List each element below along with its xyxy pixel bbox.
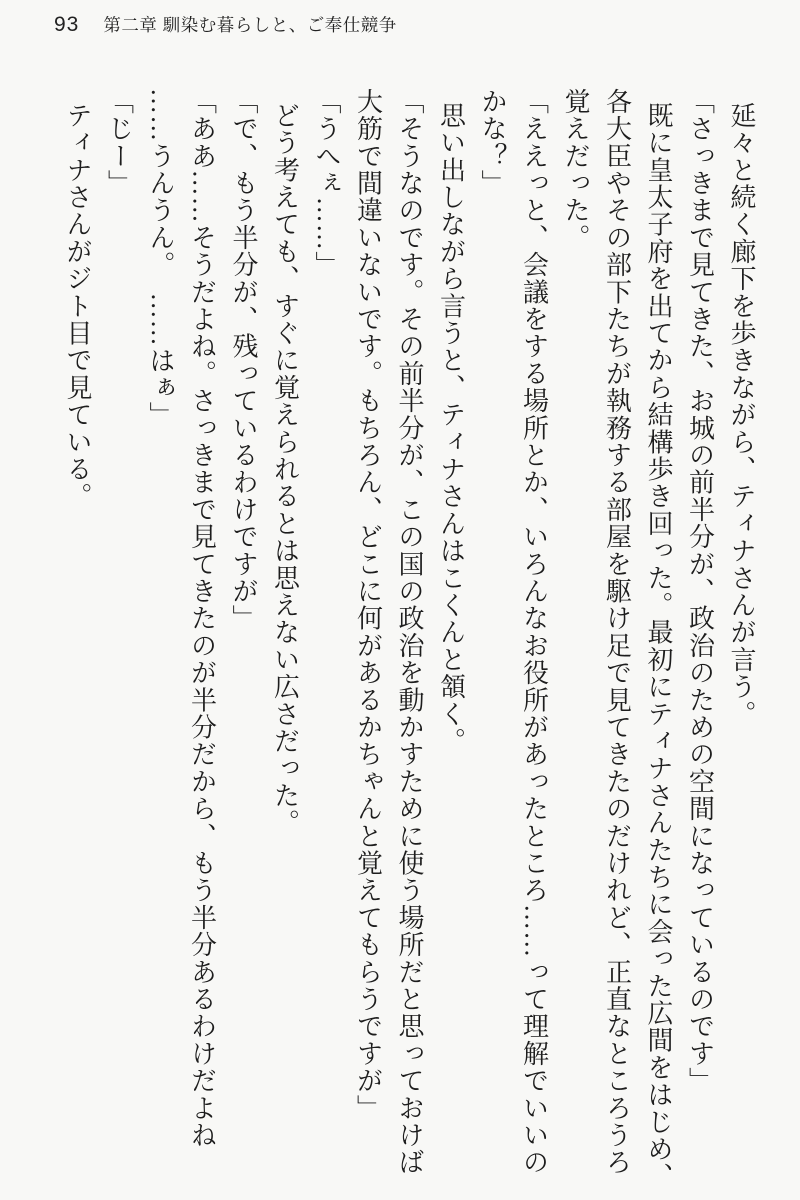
text-line: 「うへぇ……」 bbox=[312, 88, 341, 279]
text-line: 延々と続く廊下を歩きながら、ティナさんが言う。 bbox=[727, 102, 756, 728]
text-line: 「ああ……そうだよね。さっきまで見てきたのが半分だから、もう半分あるわけだよね bbox=[187, 88, 217, 1149]
chapter-title: 第二章 馴染む暮らしと、ご奉仕競争 bbox=[103, 15, 397, 35]
text-line: かな？」 bbox=[478, 88, 507, 197]
text-line: 「さっきまで見てきた、お城の前半分が、政治のための空間になっているのです」 bbox=[685, 88, 715, 1095]
text-line: 「じー」 bbox=[104, 88, 134, 197]
vertical-text-block bbox=[57, 88, 763, 1198]
text-line: 「ええっと、会議をする場所とか、いろんなお役所があったところ……って理解でいいの bbox=[519, 88, 549, 1176]
text-line: ……うんうん。 ……はぁ」 bbox=[146, 88, 175, 429]
text-line: 大筋で間違いないです。もちろん、どこに何があるかちゃんと覚えてもらうですが」 bbox=[353, 88, 383, 1122]
text-line: ティナさんがジト目で見ている。 bbox=[63, 102, 92, 510]
text-line: 覚えだった。 bbox=[561, 88, 590, 252]
page-number: 93 bbox=[54, 13, 80, 36]
text-line: 「で、もう半分が、残っているわけですが」 bbox=[229, 88, 258, 632]
text-line: 思い出しながら言うと、ティナさんはこくんと頷く。 bbox=[436, 102, 466, 755]
text-line: 「そうなのです。その前半分が、この国の政治を動かすために使う場所だと思っておけば bbox=[395, 88, 424, 1176]
text-line: 既に皇太子府を出てから結構歩き回った。最初にティナさんたちに会った広間をはじめ、 bbox=[644, 102, 673, 1190]
text-line: どう考えても、すぐに覚えられるとは思えない広さだった。 bbox=[270, 102, 300, 837]
page-header bbox=[54, 12, 397, 37]
text-line: 各大臣やその部下たちが執務する部屋を駆け足で見てきたのだけれど、正直なところうろ bbox=[602, 88, 632, 1176]
